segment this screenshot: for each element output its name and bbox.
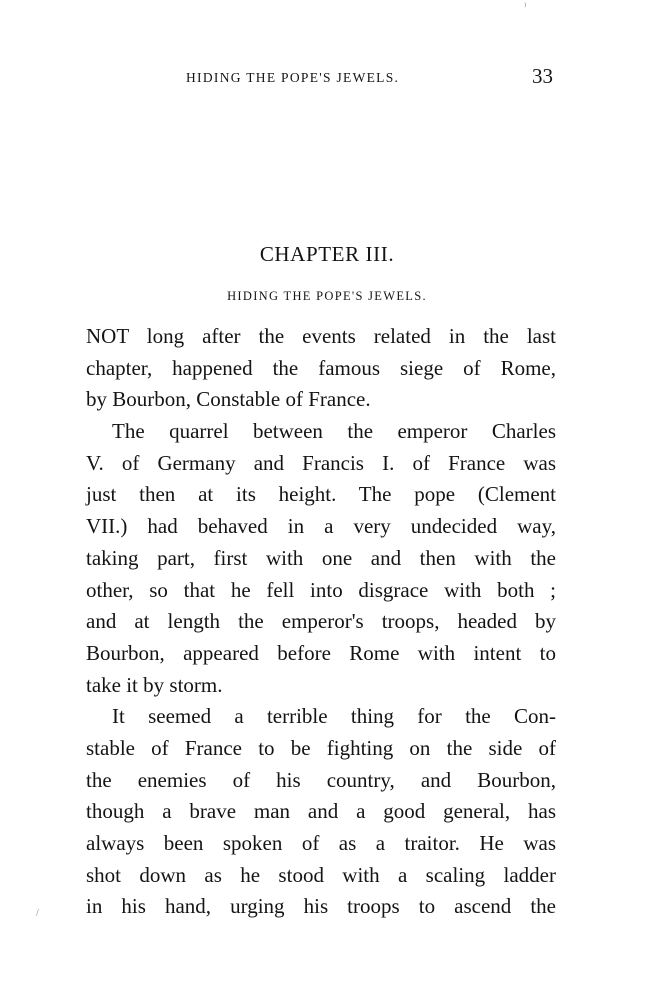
text-line: Bourbon, appeared before Rome with intent to: [86, 640, 556, 665]
chapter-subtitle: HIDING THE POPE'S JEWELS.: [227, 289, 427, 303]
text-line: in his hand, urging his troops to ascend the: [86, 894, 556, 919]
page-number: 33: [532, 64, 553, 88]
text-line: though a brave man and a good general, has: [86, 799, 556, 824]
text-line: taking part, first with one and then with the: [86, 545, 556, 570]
text-line: chapter, happened the famous siege of Rome,: [86, 355, 556, 380]
text-line: other, so that he fell into disgrace with both ;: [86, 577, 556, 602]
text-line: the enemies of his country, and Bourbon,: [86, 767, 556, 792]
running-head: [86, 66, 556, 90]
text-line: and at length the emperor's troops, headed by: [86, 609, 556, 634]
text-line: by Bourbon, Constable of France.: [86, 387, 371, 412]
speck-mark: /: [36, 908, 39, 919]
running-title: HIDING THE POPE'S JEWELS.: [186, 70, 400, 85]
body-text: [86, 321, 556, 923]
text-line: The quarrel between the emperor Charles: [112, 419, 556, 444]
text-line: shot down as he stood with a scaling ladder: [86, 862, 556, 887]
text-line: VII.) had behaved in a very undecided way,: [86, 514, 556, 539]
text-line: V. of Germany and Francis I. of France was: [86, 450, 556, 475]
text-line: It seemed a terrible thing for the Con-: [112, 704, 556, 729]
text-line: NOT long after the events related in the last: [86, 324, 556, 348]
speck-mark: ⁾: [524, 2, 527, 13]
text-line: just then at its height. The pope (Clement: [86, 482, 556, 507]
text-line: stable of France to be fighting on the side of: [86, 735, 556, 760]
text-line: always been spoken of as a traitor. He was: [86, 831, 556, 855]
text-line: take it by storm.: [86, 672, 223, 697]
chapter-title: CHAPTER III.: [259, 242, 395, 266]
